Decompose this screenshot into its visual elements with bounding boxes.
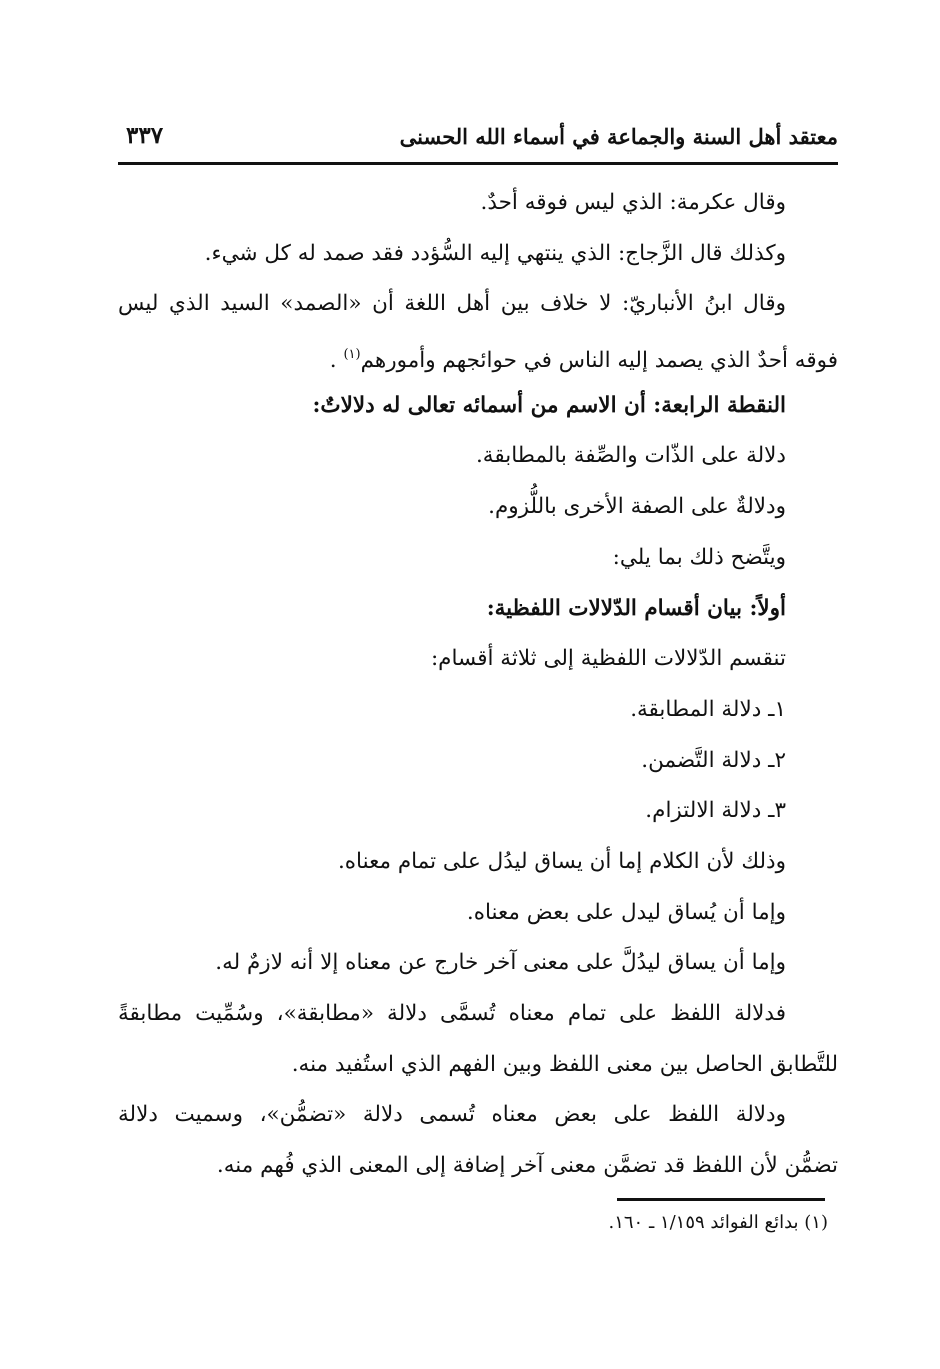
text-line: تنقسم الدّلالات اللفظية إلى ثلاثة أقسام:: [430, 646, 786, 672]
header-rule: [118, 162, 838, 165]
text-line: وقال ابنُ الأنباريّ: لا خلاف بين أهل اللغة أن «الصمد» السيد الذي ليس: [118, 291, 786, 317]
list-item: ١ـ دلالة المطابقة.: [630, 696, 786, 722]
section-heading: النقطة الرابعة: أن الاسم من أسمائه تعالى له دلالاتٌ:: [312, 392, 786, 418]
text-line: دلالة على الذّات والصِّفة بالمطابقة.: [475, 443, 786, 469]
text-line: ودلالةٌ على الصفة الأخرى باللُّزوم.: [488, 494, 786, 520]
footnote: (١) بدائع الفوائد ١/١٥٩ ـ ١٦٠.: [608, 1212, 828, 1233]
text-line: ودلالة اللفظ على بعض معناه تُسمى دلالة «تضمُّن»، وسميت دلالة: [118, 1102, 786, 1128]
text-line: وإما أن يُساق ليدل على بعض معناه.: [466, 899, 786, 925]
text-line: فدلالة اللفظ على تمام معناه تُسمَّى دلالة «مطابقة»، وسُمِّيت مطابقةً: [118, 1001, 786, 1026]
header-title: معتقد أهل السنة والجماعة في أسماء الله الحسنى: [399, 124, 838, 149]
text-line-with-footnote: [118, 330, 838, 381]
text-line-content: فوقه أحدٌ الذي يصمد إليه الناس في حوائجهم وأمورهم: [360, 348, 838, 374]
footnote-rule: [617, 1198, 825, 1201]
list-item: ٢ـ دلالة التَّضمن.: [641, 747, 786, 773]
page-number: ٣٣٧: [126, 122, 164, 149]
list-item: ٣ـ دلالة الالتزام.: [645, 798, 786, 824]
text-line: تضمُّن لأن اللفظ قد تضمَّن معنى آخر إضافة إلى المعنى الذي فُهم منه.: [216, 1153, 838, 1179]
text-line: وكذلك قال الزَّجاج: الذي ينتهي إليه السُّؤدد فقد صمد له كل شيء.: [204, 240, 786, 266]
text-line: وإما أن يساق ليدُلَّ على معنى آخر خارج عن معناه إلا أنه لازمٌ له.: [215, 950, 786, 976]
subsection-heading: أولاً: بيان أقسام الدّلالات اللفظية:: [486, 595, 786, 621]
text-line: للتَّطابق الحاصل بين معنى اللفظ وبين الفهم الذي استُفيد منه.: [291, 1051, 838, 1077]
running-header: [118, 118, 838, 162]
text-line: ويتَّضح ذلك بما يلي:: [612, 544, 786, 570]
text-line-end: .: [329, 348, 337, 374]
body-text: [118, 178, 838, 1192]
text-line: وقال عكرمة: الذي ليس فوقه أحدٌ.: [480, 190, 786, 215]
text-line: وذلك لأن الكلام إما أن يساق ليدُل على تمام معناه.: [337, 848, 786, 874]
footnote-marker: (١): [343, 347, 361, 363]
